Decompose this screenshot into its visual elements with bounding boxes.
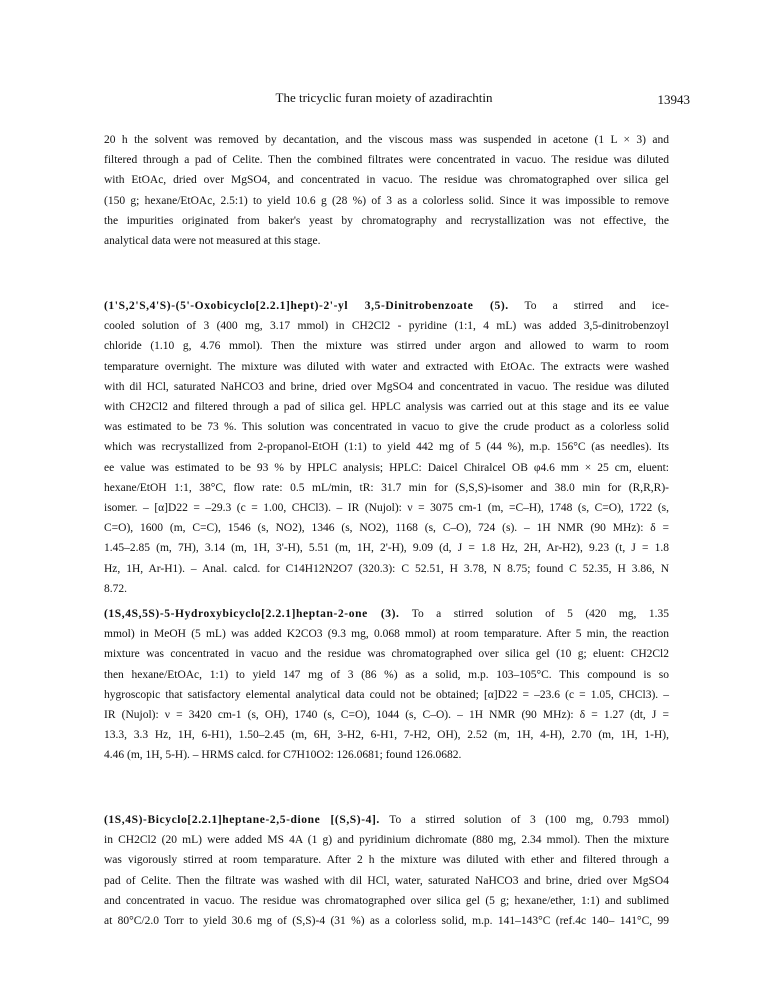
text-line: C=O), 1600 (m, C=C), 1546 (s, NO2), 1346 (s, NO2), 1168 (s, C–O), 724 (s). – 1H NMR (90 MHz): δ = <box>104 522 669 535</box>
text-line: IR (Nujol): ν = 3420 cm-1 (s, OH), 1740 (s, C=O), 1044 (s, C–O). – 1H NMR (90 MHz): δ = 1.27 (dt, J = <box>104 709 669 722</box>
running-title: The tricyclic furan moiety of azadirachtin <box>275 90 493 105</box>
text-line: pad of Celite. Then the filtrate was washed with dil HCl, water, saturated NaHCO3 and brine, dried over MgSO4 <box>104 874 669 887</box>
paragraph-1 <box>104 130 669 251</box>
text-line: with dil HCl, saturated NaHCO3 and brine, dried over MgSO4 and concentrated in vacuo. The residue was diluted <box>104 380 669 393</box>
text-line: and concentrated in vacuo. The residue was chromatographed over silica gel (5 g; hexane/ether, 1:1) and sublimed <box>104 894 669 907</box>
text-line: analytical data were not measured at this stage. <box>104 235 321 248</box>
text-line: filtered through a pad of Celite. Then the combined filtrates were concentrated in vacuo. The residue was diluted <box>104 154 669 167</box>
text-line: the impurities originated from baker's yeast by chromatography and recrystallization was not effective, the <box>104 214 669 227</box>
text-line: at 80°C/2.0 Torr to yield 30.6 mg of (S,S)-4 (31 %) as a colorless solid, m.p. 141–143°C (ref.4c 140– 141°C, 99 <box>104 915 669 928</box>
text-line: was vigorously stirred at room temparature. After 2 h the mixture was diluted with ether and filtered through a <box>104 854 669 867</box>
text-line: in CH2Cl2 (20 mL) were added MS 4A (1 g) and pyridinium dichromate (880 mg, 2.34 mmol). Then the mixture <box>104 834 669 847</box>
text-line: which was recrystallized from 2-propanol-EtOH (1:1) to yield 442 mg of 5 (44 %), m.p. 156°C (as needles). Its <box>104 441 669 454</box>
text-line: cooled solution of 3 (400 mg, 3.17 mmol) in CH2Cl2 - pyridine (1:1, 4 mL) was added 3,5-dinitrobenzoyl <box>104 320 669 333</box>
text-line: hygroscopic that satisfactory elemental analytical data could not be obtained; [α]D22 = –23.6 (c = 1.05, CHCl3). – <box>104 688 669 701</box>
text-line: with CH2Cl2 and filtered through a pad of silica gel. HPLC analysis was carried out at this stage and its ee value <box>104 401 669 414</box>
text-line <box>104 604 669 624</box>
paragraph-3 <box>104 604 669 766</box>
text-line: ee value was estimated to be 93 % by HPLC analysis; HPLC: Daicel Chiralcel OB φ4.6 mm × 25 cm, eluent: <box>104 461 669 474</box>
text-line: 8.72. <box>104 582 127 595</box>
text-line <box>104 296 669 316</box>
paragraph-4 <box>104 810 669 931</box>
section-heading: (1'S,2'S,4'S)-(5'-Oxobicyclo[2.2.1]hept)-2'-yl 3,5-Dinitrobenzoate (5). <box>104 300 509 312</box>
text-fragment: To a stirred and ice- <box>508 300 669 312</box>
text-line: (150 g; hexane/EtOAc, 2.5:1) to yield 10.6 g (28 %) of 3 as a colorless solid. Since it was impossible to remove <box>104 194 669 207</box>
page-header <box>0 90 768 110</box>
text-line: with EtOAc, dried over MgSO4, and concentrated in vacuo. The residue was chromatographed over silica gel <box>104 174 669 187</box>
text-fragment: To a stirred solution of 3 (100 mg, 0.793 mmol) <box>379 814 670 826</box>
text-line: Hz, 1H, Ar-H1). – Anal. calcd. for C14H12N2O7 (320.3): C 52.51, H 3.78, N 8.75; found C 52.35, H 3.86, N <box>104 562 669 575</box>
text-line: 1.45–2.85 (m, 7H), 3.14 (m, 1H, 3'-H), 5.51 (m, 1H, 2'-H), 9.09 (d, J = 1.8 Hz, 2H, Ar-H2), 9.23 (t, J = 1.8 <box>104 542 669 555</box>
section-heading: (1S,4S)-Bicyclo[2.2.1]heptane-2,5-dione [(S,S)-4]. <box>104 814 380 826</box>
text-line: 20 h the solvent was removed by decantation, and the viscous mass was suspended in acetone (1 L × 3) and <box>104 134 669 146</box>
text-line <box>104 810 669 830</box>
text-line: temparature overnight. The mixture was diluted with water and extracted with EtOAc. The extracts were washed <box>104 360 669 373</box>
text-fragment: To a stirred solution of 5 (420 mg, 1.35 <box>399 608 669 620</box>
page-number: 13943 <box>657 92 690 107</box>
paragraph-2 <box>104 296 669 599</box>
text-line: 4.46 (m, 1H, 5-H). – HRMS calcd. for C7H10O2: 126.0681; found 126.0682. <box>104 749 462 762</box>
text-line: was estimated to be 73 %. This solution was concentrated in vacuo to give the crude product as a colorless solid <box>104 421 669 434</box>
text-line: 13.3, 3.3 Hz, 1H, 6-H1), 1.50–2.45 (m, 6H, 3-H2, 6-H1, 7-H2, OH), 2.52 (m, 1H, 4-H), 2.70 (m, 1H, 1-H), <box>104 729 669 742</box>
text-line: hexane/EtOH 1:1, 38°C, flow rate: 0.5 mL/min, tR: 31.7 min for (S,S,S)-isomer and 38.0 min for (R,R,R)- <box>104 481 669 494</box>
text-line: mmol) in MeOH (5 mL) was added K2CO3 (9.3 mg, 0.068 mmol) at room temparature. After 5 min, the reaction <box>104 628 669 641</box>
text-line: isomer. – [α]D22 = –29.3 (c = 1.00, CHCl3). – IR (Nujol): ν = 3075 cm-1 (m, =C–H), 1748 (s, C=O), 1722 (s, <box>104 502 669 515</box>
text-line: chloride (1.10 g, 4.76 mmol). Then the mixture was stirred under argon and allowed to warm to room <box>104 340 669 353</box>
text-line: mixture was concentrated in vacuo and the residue was chromatographed over silica gel (10 g; eluent: CH2Cl2 <box>104 648 669 661</box>
section-heading: (1S,4S,5S)-5-Hydroxybicyclo[2.2.1]heptan-2-one (3). <box>104 608 400 620</box>
text-line: then hexane/EtOAc, 1:1) to yield 147 mg of 3 (86 %) as a solid, m.p. 103–105°C. This compound is so <box>104 668 669 681</box>
